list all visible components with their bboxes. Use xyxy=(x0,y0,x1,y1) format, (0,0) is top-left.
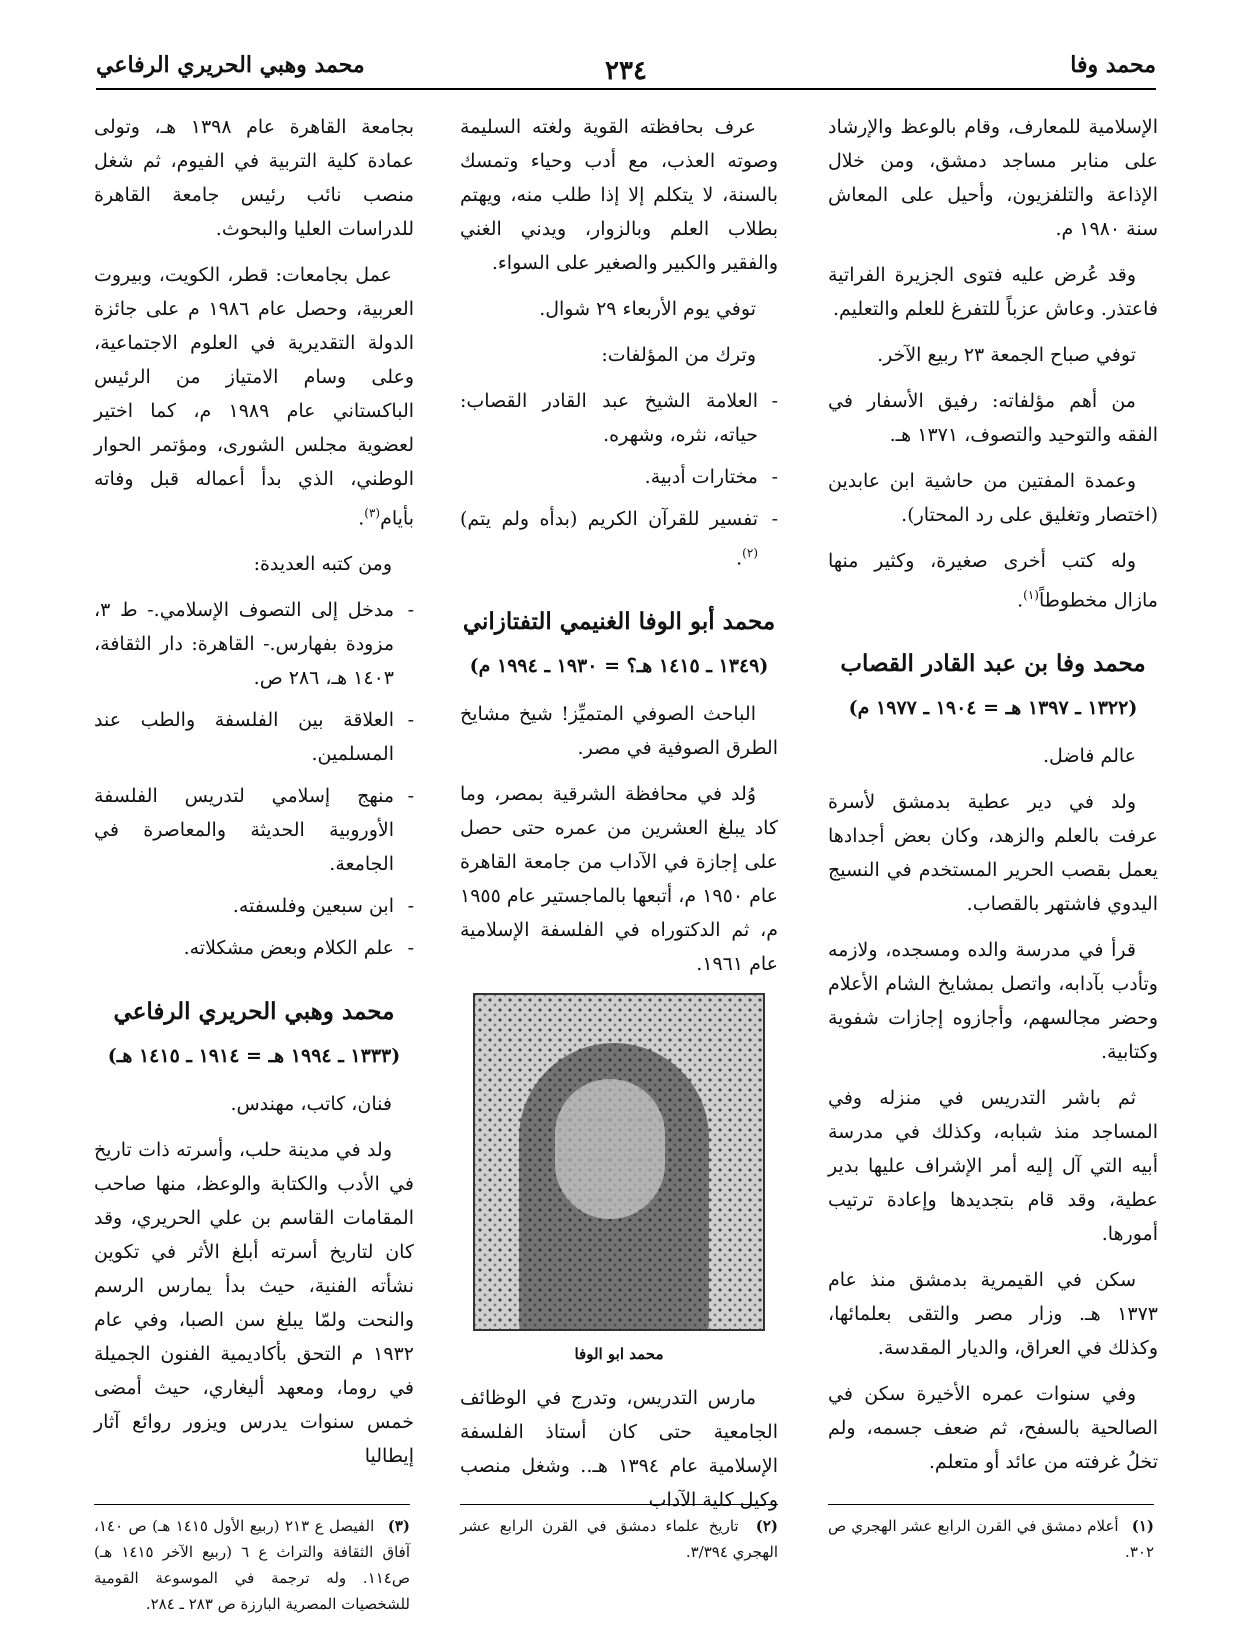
footnote-text: أعلام دمشق في القرن الرابع عشر الهجري ص ٣٠٢. xyxy=(828,1517,1154,1561)
paragraph: الباحث الصوفي المتميِّز! شيخ مشايخ الطرق الصوفية في مصر. xyxy=(460,703,778,760)
list-item-text: العلامة الشيخ عبد القادر القصاب: حياته، نثره، وشهره. xyxy=(460,390,758,446)
page-number: ٢٣٤ xyxy=(605,56,647,86)
footnote-divider xyxy=(460,1504,778,1505)
entry-title: محمد وهبي الحريري الرفاعي xyxy=(113,998,395,1026)
list-item: - العلامة الشيخ عبد القادر القصاب: حياته، نثره، وشهره. xyxy=(460,390,778,446)
paragraph: وله كتب أخرى صغيرة، وكثير منها مازال مخطوطاً$^{(١)}$. xyxy=(828,550,1158,612)
paragraph: عمل بجامعات: قطر، الكويت، وبيروت العربية، وحصل عام ١٩٨٦ م على جائزة الدولة التقديرية في العلوم الاجتماعية، وعلى وسام الامتياز من الرئيس الباكستاني عام ١٩٨٩ م، كما اختير لعضوية مجلس الشورى، ومؤتمر الحوار الوطني، الذي بدأ أعماله قبل وفاته بأيام$^{(٣)}$. xyxy=(94,264,415,530)
paragraph: وقد عُرض عليه فتوى الجزيرة الفراتية فاعتذر. وعاش عزباً للتفرغ للعلم والتعليم. xyxy=(828,264,1158,320)
paragraph: وترك من المؤلفات: xyxy=(601,344,756,366)
list-item-text: العلاقة بين الفلسفة والطب عند المسلمين. xyxy=(94,709,394,766)
paragraph: سكن في القيمرية بدمشق منذ عام ١٣٧٣ هـ. وزار مصر والتقى بعلمائها، وكذلك في العراق، والديار المقدسة. xyxy=(828,1269,1158,1360)
entry-title: محمد أبو الوفا الغنيمي التفتازاني xyxy=(462,608,776,636)
list-item: - منهج إسلامي لتدريس الفلسفة الأوروبية الحديثة والمعاصرة في الجامعة. xyxy=(94,785,414,876)
photo-caption: محمد ابو الوفا xyxy=(574,1345,664,1364)
list-item: - مختارات أدبية. xyxy=(644,466,778,488)
paragraph: عالم فاضل. xyxy=(1042,745,1136,768)
footnote-text: تاريخ علماء دمشق في القرن الرابع عشر الهجري ٣/٣٩٤. xyxy=(460,1517,778,1561)
list-item-text: تفسير للقرآن الكريم (بدأه ولم يتم) xyxy=(460,508,758,530)
paragraph: وُلد في محافظة الشرقية بمصر، وما كاد يبلغ العشرين من عمره حتى حصل على إجازة في الآداب من جامعة القاهرة عام ١٩٥٠ م، أتبعها بالماجستير عام ١٩٥٥ م، ثم الدكتوراه في الفلسفة الإسلامية عام ١٩٦١. xyxy=(460,783,778,976)
footnote-number: (٣) xyxy=(387,1517,410,1535)
header-right-title: محمد وفا xyxy=(1070,52,1156,78)
paragraph-text: وله كتب أخرى صغيرة، وكثير منها مازال مخطوطاً xyxy=(828,550,1158,612)
list-item-text: منهج إسلامي لتدريس الفلسفة الأوروبية الحديثة والمعاصرة في الجامعة. xyxy=(94,785,394,876)
paragraph: توفي صباح الجمعة ٢٣ ربيع الآخر. xyxy=(877,344,1136,366)
footnote-number: (٢) xyxy=(755,1517,778,1535)
paragraph: ولد في مدينة حلب، وأسرته ذات تاريخ في الأدب والكتابة والوعظ، منها صاحب المقامات القاسم بن علي الحريري، وقد كان لتاريخ أسرته أبلغ الأثر في تكوين نشأته الفنية، حيث بدأ يمارس الرسم والنحت ولمّا يبلغ سن الصبا، وفي عام ١٩٣٢ م التحق بأكاديمية الفنون الجميلة في روما، ومعهد أليغاري، حيث أمضى خمس سنوات يدرس ويزور روائع آثار إيطاليا xyxy=(94,1139,414,1468)
list-item-text: مدخل إلى التصوف الإسلامي.- ط ٣، مزودة بفهارس.- القاهرة: دار الثقافة، ١٤٠٣ هـ، ٢٨٦ ص. xyxy=(94,599,394,690)
paragraph-text: عمل بجامعات: قطر، الكويت، وبيروت العربية، وحصل عام ١٩٨٦ م على جائزة الدولة التقديرية في العلوم الاجتماعية، وعلى وسام الامتياز من الرئيس الباكستاني عام ١٩٨٩ م، كما اختير لعضوية مجلس الشورى، ومؤتمر الحوار الوطني، الذي بدأ أعماله قبل وفاته بأيام xyxy=(94,264,415,530)
list-item: - علم الكلام وبعض مشكلاته. xyxy=(183,937,414,960)
paragraph: ولد في دير عطية بدمشق لأسرة عرفت بالعلم والزهد، وكان بعض أجدادها يعمل بقصب الحرير المستخدم في النسيج اليدوي فاشتهر بالقصاب. xyxy=(828,791,1158,916)
paragraph: بجامعة القاهرة عام ١٣٩٨ هـ، وتولى عمادة كلية التربية في الفيوم، ثم شغل منصب نائب رئيس جامعة القاهرة للدراسات العليا والبحوث. xyxy=(94,116,414,240)
paragraph: الإسلامية للمعارف، وقام بالوعظ والإرشاد على منابر مساجد دمشق، ومن خلال الإذاعة والتلفزيون، وأحيل على المعاش سنة ١٩٨٠ م. xyxy=(828,116,1158,240)
footnote-ref: (٣) xyxy=(364,506,381,520)
paragraph: ومن كتبه العديدة: xyxy=(253,553,392,576)
paragraph: مارس التدريس، وتدرج في الوظائف الجامعية حتى كان أستاذ الفلسفة الإسلامية عام ١٣٩٤ هـ.. وشغل منصب وكيل كلية الآداب xyxy=(460,1387,778,1512)
entry-dates: (١٣٣٣ ـ ١٩٩٤ هـ = ١٩١٤ ـ ١٤١٥ هـ) xyxy=(107,1045,401,1068)
portrait-photo xyxy=(473,993,765,1331)
footnote-divider xyxy=(94,1504,410,1505)
paragraph: فنان، كاتب، مهندس. xyxy=(230,1093,392,1116)
paragraph: ثم باشر التدريس في منزله وفي المساجد منذ شبابه، وكذلك في مدرسة أبيه التي آل إليه أمر الإشراف عليها بدير عطية، وقد قام بتجديدها وإعادة ترتيب أمورها. xyxy=(828,1087,1158,1246)
works-list xyxy=(460,384,778,575)
footnote-text: الفيصل ع ٢١٣ (ربيع الأول ١٤١٥ هـ) ص ١٤٠، آفاق الثقافة والتراث ع ٦ (ربيع الآخر ١٤١٥ هـ) ص١١٤. وله ترجمة في الموسوعة القومية للشخصيات المصرية البارزة ص ٢٨٣ ـ ٢٨٤. xyxy=(94,1517,410,1613)
footnote-divider xyxy=(828,1504,1154,1505)
column-left xyxy=(94,110,414,1485)
header-left-title: محمد وهبي الحريري الرفاعي xyxy=(96,52,365,78)
footnote-number: (١) xyxy=(1131,1517,1154,1535)
list-item-text: مختارات أدبية. xyxy=(644,466,758,488)
list-item-text: علم الكلام وبعض مشكلاته. xyxy=(183,937,394,960)
entry-dates: (١٣٢٢ ـ ١٣٩٧ هـ = ١٩٠٤ ـ ١٩٧٧ م) xyxy=(848,697,1138,720)
column-middle xyxy=(460,110,778,1529)
footnote-1 xyxy=(828,1504,1154,1565)
footnote-3 xyxy=(94,1504,410,1617)
works-list xyxy=(94,593,414,965)
paragraph: قرأ في مدرسة والده ومسجده، ولازمه وتأدب بآدابه، واتصل بمشايخ الشام الأعلام وحضر مجالسهم، وأجازوه إجازات شفوية وكتابية. xyxy=(828,939,1158,1064)
list-item: - مدخل إلى التصوف الإسلامي.- ط ٣، مزودة بفهارس.- القاهرة: دار الثقافة، ١٤٠٣ هـ، ٢٨٦ ص. xyxy=(94,599,414,690)
paragraph: عرف بحافظته القوية ولغته السليمة وصوته العذب، مع أدب وحياء وتمسك بالسنة، لا يتكلم إلا إذا طلب منه، ويهتم بطلاب العلم وبالزوار، ويدني الغني والفقير والكبير والصغير على السواء. xyxy=(460,116,778,274)
list-item-text: ابن سبعين وفلسفته. xyxy=(232,895,394,918)
column-right xyxy=(828,110,1158,1491)
footnote-2 xyxy=(460,1504,778,1565)
list-item: - ابن سبعين وفلسفته. xyxy=(232,895,414,918)
footnote-ref: (١) xyxy=(1023,588,1039,602)
entry-dates: (١٣٤٩ ـ ١٤١٥ هـ؟ = ١٩٣٠ ـ ١٩٩٤ م) xyxy=(469,655,769,678)
running-header xyxy=(96,42,1156,90)
paragraph: من أهم مؤلفاته: رفيق الأسفار في الفقه والتوحيد والتصوف، ١٣٧١ هـ. xyxy=(828,390,1158,446)
list-item: - العلاقة بين الفلسفة والطب عند المسلمين. xyxy=(94,709,414,766)
list-item: - تفسير للقرآن الكريم (بدأه ولم يتم)$^{(٢)}$. xyxy=(460,508,778,570)
paragraph: وعمدة المفتين من حاشية ابن عابدين (اختصار وتغليق على رد المحتار). xyxy=(828,470,1158,526)
footnote-ref: (٢) xyxy=(742,546,758,560)
paragraph: توفي يوم الأربعاء ٢٩ شوال. xyxy=(539,298,756,320)
entry-title: محمد وفا بن عبد القادر القصاب xyxy=(840,650,1146,678)
paragraph: وفي سنوات عمره الأخيرة سكن في الصالحية بالسفح، ثم ضعف جسمه، ولم تخلُ غرفته من عائد أو متعلم. xyxy=(828,1383,1158,1474)
